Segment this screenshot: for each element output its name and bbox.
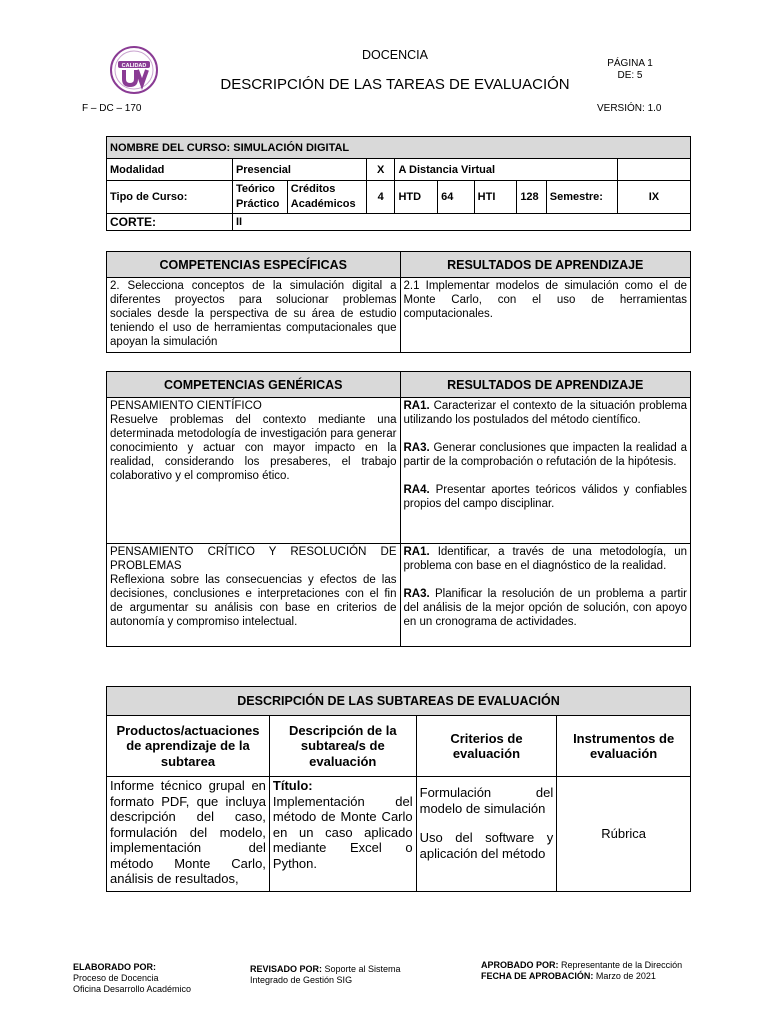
competencias-especificas-table <box>106 251 691 353</box>
footer-elaborado <box>73 962 191 995</box>
modalidad-distancia: A Distancia Virtual <box>395 159 617 181</box>
modalidad-empty <box>617 159 690 181</box>
footer-aprobado <box>481 960 682 982</box>
ra-item: RA3. Planificar la resolución de un problema a partir del análisis de la mejor opción de solución, con apoyo en un cronograma de actividades. <box>403 588 687 628</box>
competencia-generica <box>107 544 401 647</box>
creditos-value: 4 <box>367 181 395 214</box>
page-number: PÁGINA 1 <box>607 58 653 69</box>
fecha-value: Marzo de 2021 <box>593 971 656 981</box>
resultados-genericos <box>400 544 691 647</box>
logo-text: CALIDAD <box>121 63 147 69</box>
creditos-word: Créditos <box>290 183 336 195</box>
hti-label: HTI <box>474 181 517 214</box>
col-descripcion: Descripción de la subtarea/s de evaluación <box>269 716 416 777</box>
genericas-header: COMPETENCIAS GENÉRICAS <box>107 372 401 398</box>
practico-label: Práctico <box>235 198 280 210</box>
document-title: DESCRIPCIÓN DE LAS TAREAS DE EVALUACIÓN <box>220 76 570 93</box>
hti-value: 128 <box>517 181 546 214</box>
teorico-label: Teórico <box>235 183 275 195</box>
tipo-curso-value <box>232 181 287 214</box>
document-code: F – DC – 170 <box>82 103 142 114</box>
htd-value: 64 <box>438 181 475 214</box>
revisado-line1: Soporte al Sistema <box>322 964 401 974</box>
resultados-genericos <box>400 398 691 544</box>
elaborado-line1: Proceso de Docencia <box>73 973 159 983</box>
descripcion-cell <box>269 777 416 892</box>
instrumento-cell: Rúbrica <box>557 777 691 892</box>
criterio-item: Formulación del modelo de simulación <box>419 785 554 816</box>
competencia-title: PENSAMIENTO CIENTÍFICO <box>110 400 262 412</box>
corte-value: II <box>232 214 690 231</box>
criterios-cell <box>416 777 557 892</box>
aprobado-label: APROBADO POR: <box>481 960 559 970</box>
resultado-especifico: 2.1 Implementar modelos de simulación como el de Monte Carlo, con el uso de herramientas computacionales. <box>400 278 691 353</box>
creditos-label <box>287 181 366 214</box>
corte-label: CORTE: <box>107 214 233 231</box>
tipo-curso-label: Tipo de Curso: <box>107 181 233 214</box>
col-instrumentos: Instrumentos de evaluación <box>557 716 691 777</box>
department-label: DOCENCIA <box>362 48 428 62</box>
ra-item: RA4. Presentar aportes teóricos válidos y confiables propios del campo disciplinar. <box>403 484 687 510</box>
revisado-line2: Integrado de Gestión SIG <box>250 975 353 985</box>
semestre-label: Semestre: <box>546 181 617 214</box>
competencias-genericas-table <box>106 371 691 647</box>
subtareas-table <box>106 686 691 892</box>
htd-label: HTD <box>395 181 438 214</box>
fecha-label: FECHA DE APROBACIÓN: <box>481 971 594 981</box>
university-logo <box>110 46 158 94</box>
resultados-header: RESULTADOS DE APRENDIZAJE <box>400 252 691 278</box>
producto-cell: Informe técnico grupal en formato PDF, que incluya descripción del caso, formulación del modelo, implementación del método Monte Carlo, análisis de resultados, <box>107 777 270 892</box>
course-name: NOMBRE DEL CURSO: SIMULACIÓN DIGITAL <box>107 137 691 159</box>
ra-item: RA3. Generar conclusiones que impacten la realidad a partir de la comprobación o refutación de la hipótesis. <box>403 442 687 468</box>
academicos-word: Académicos <box>290 198 356 210</box>
col-criterios: Criterios de evaluación <box>416 716 557 777</box>
ra-item: RA1. Identificar, a través de una metodología, un problema con base en el diagnóstico de la realidad. <box>403 546 687 572</box>
document-version: VERSIÓN: 1.0 <box>597 103 662 114</box>
subtareas-title: DESCRIPCIÓN DE LAS SUBTAREAS DE EVALUACIÓN <box>107 687 691 716</box>
col-productos: Productos/actuaciones de aprendizaje de la subtarea <box>107 716 270 777</box>
especificas-header: COMPETENCIAS ESPECÍFICAS <box>107 252 401 278</box>
competencia-desc: Resuelve problemas del contexto mediante una determinada metodología de investigación para generar conocimiento y actuar con mayor impacto en la realidad, considerando los presaberes, el trabajo colaborativo y el compromiso ético. <box>110 414 397 482</box>
competencia-desc: Reflexiona sobre las consecuencias y efectos de las decisiones, conclusiones e interpretaciones con el fin de argumentar su análisis con base en criterios de autonomía y compromiso intelectual. <box>110 574 397 628</box>
resultados-genericos-header: RESULTADOS DE APRENDIZAJE <box>400 372 691 398</box>
semestre-value: IX <box>617 181 690 214</box>
elaborado-line2: Oficina Desarrollo Académico <box>73 984 192 994</box>
descripcion-text: Implementación del método de Monte Carlo en un caso aplicado mediante Excel o Python. <box>272 793 413 871</box>
competencia-title: PENSAMIENTO CRÍTICO Y RESOLUCIÓN DE PROBLEMAS <box>110 546 397 572</box>
revisado-label: REVISADO POR: <box>250 964 323 974</box>
modalidad-label: Modalidad <box>107 159 233 181</box>
competencia-especifica: 2. Selecciona conceptos de la simulación digital a diferentes proyectos para solucionar problemas sociales desde la perspectiva de su área de estudio teniendo el uso de herramientas computacionales que apoyan la simulación <box>107 278 401 353</box>
course-info-table <box>106 136 691 231</box>
aprobado-value: Representante de la Dirección <box>558 960 683 970</box>
modalidad-presencial: Presencial <box>232 159 366 181</box>
elaborado-label: ELABORADO POR: <box>73 962 156 972</box>
ra-item: RA1. Caracterizar el contexto de la situación problema utilizando los postulados del método científico. <box>403 400 687 426</box>
modalidad-mark: X <box>367 159 395 181</box>
descripcion-title: Título: <box>272 778 313 793</box>
criterio-item: Uso del software y aplicación del método <box>419 830 554 861</box>
footer-revisado <box>250 964 401 986</box>
competencia-generica <box>107 398 401 544</box>
page-total: DE: 5 <box>617 70 643 81</box>
